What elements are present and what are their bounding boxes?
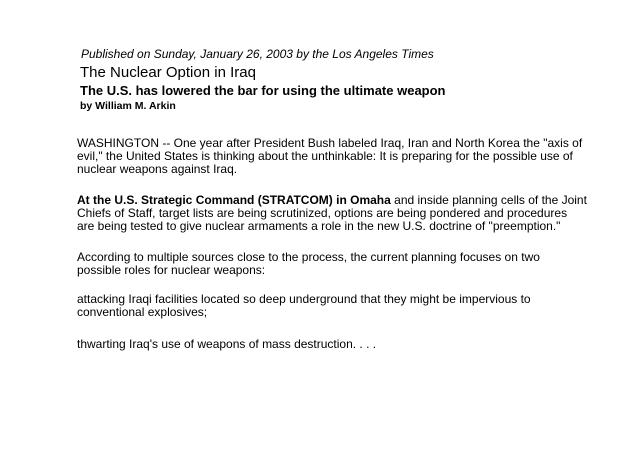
- paragraph-3: According to multiple sources close to the process, the current planning focuses on two possible roles for nuclear weapons:: [77, 250, 540, 277]
- article-title: The Nuclear Option in Iraq: [80, 64, 256, 81]
- paragraph-5: thwarting Iraq's use of weapons of mass destruction. . . .: [77, 337, 377, 351]
- paragraph-2: [77, 194, 587, 233]
- paragraph-4: attacking Iraqi facilities located so deep underground that they might be impervious to conventional explosives;: [77, 292, 531, 319]
- article-subtitle: The U.S. has lowered the bar for using the ultimate weapon: [80, 83, 446, 98]
- article-body: [77, 137, 587, 369]
- article-author: by William M. Arkin: [80, 100, 176, 112]
- publication-byline: Published on Sunday, January 26, 2003 by the Los Angeles Times: [81, 47, 434, 61]
- paragraph-2-text: and inside planning cells of the Joint Chiefs of Staff, target lists are being scrutinized, options are being pondered and procedures are being tested to give nuclear armaments a role in the new U.S. doctrine of "preemption.": [77, 193, 587, 233]
- paragraph-1: WASHINGTON -- One year after President Bush labeled Iraq, Iran and North Korea the "axis of evil," the United States is thinking about the unthinkable: It is preparing for the possible use of nuclear weapons against Iraq.: [77, 136, 583, 176]
- article-header: [78, 47, 598, 113]
- paragraph-2-lead: At the U.S. Strategic Command (STRATCOM) in Omaha: [77, 193, 391, 207]
